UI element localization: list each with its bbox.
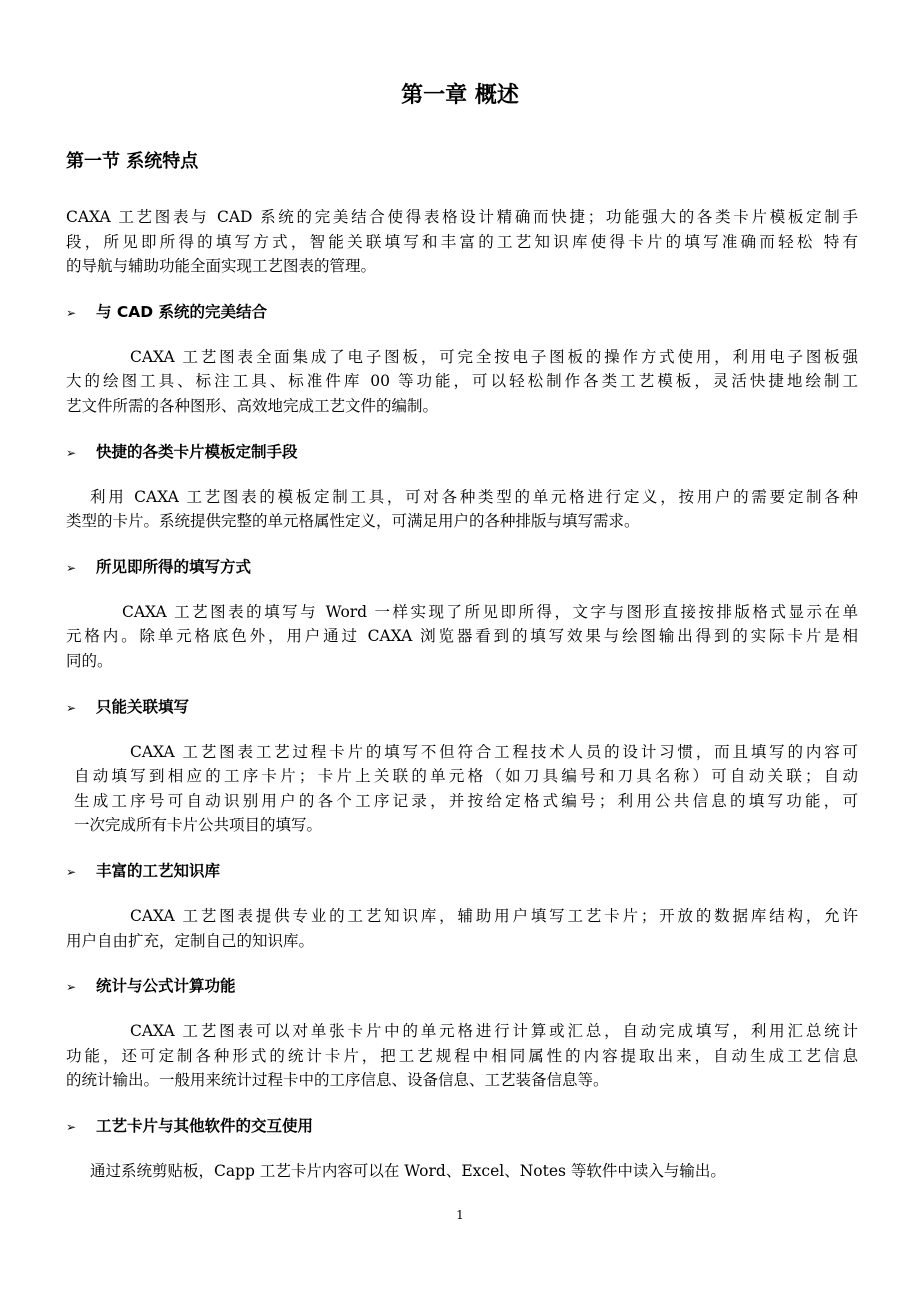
paragraph-line: 的统计输出。一般用来统计过程卡中的工序信息、设备信息、工艺装备信息等。 bbox=[66, 1071, 609, 1090]
paragraph-line: 通过系统剪贴板，Capp 工艺卡片内容可以在 Word、Excel、Notes 等软件中读入与输出。 bbox=[90, 1161, 726, 1180]
paragraph-line: 段，所见即所得的填写方式，智能关联填写和丰富的工艺知识库使得卡片的填写准确而轻松 特有 bbox=[66, 232, 858, 251]
paragraph-line: CAXA 工艺图表全面集成了电子图板，可完全按电子图板的操作方式使用，利用电子图板强 bbox=[130, 347, 858, 366]
feature-heading bbox=[66, 440, 858, 465]
feature-heading-text: 快捷的各类卡片模板定制手段 bbox=[96, 442, 298, 461]
paragraph-line: 艺文件所需的各种图形、高效地完成工艺文件的编制。 bbox=[66, 396, 439, 415]
arrow-bullet-icon: ➢ bbox=[66, 1119, 77, 1134]
paragraph bbox=[66, 740, 858, 838]
paragraph-line: 同的。 bbox=[66, 651, 113, 670]
paragraph-line: CAXA 工艺图表可以对单张卡片中的单元格进行计算或汇总，自动完成填写，利用汇总统计 bbox=[130, 1022, 858, 1041]
arrow-bullet-icon: ➢ bbox=[66, 864, 77, 879]
paragraph bbox=[66, 1159, 858, 1184]
paragraph-line: 功能，还可定制各种形式的统计卡片，把工艺规程中相同属性的内容提取出来，自动生成工艺信息 bbox=[66, 1046, 858, 1065]
paragraph-line: CAXA 工艺图表工艺过程卡片的填写不但符合工程技术人员的设计习惯，而且填写的内容可 bbox=[130, 742, 858, 761]
paragraph bbox=[66, 345, 858, 419]
feature-heading bbox=[66, 974, 858, 999]
paragraph-line: CAXA 工艺图表与 CAD 系统的完美结合使得表格设计精确而快捷；功能强大的各类卡片模板定制手 bbox=[66, 208, 858, 226]
arrow-bullet-icon: ➢ bbox=[66, 700, 77, 715]
arrow-bullet-icon: ➢ bbox=[66, 445, 77, 460]
arrow-bullet-icon: ➢ bbox=[66, 560, 77, 575]
paragraph-line: CAXA 工艺图表的填写与 Word 一样实现了所见即所得，文字与图形直接按排版格式显示在单 bbox=[122, 602, 858, 621]
section-title: 第一节 系统特点 bbox=[66, 151, 199, 172]
paragraph-line: 类型的卡片。系统提供完整的单元格属性定义，可满足用户的各种排版与填写需求。 bbox=[66, 512, 640, 531]
paragraph bbox=[66, 1019, 858, 1093]
paragraph-line: 用户自由扩充，定制自己的知识库。 bbox=[66, 931, 315, 950]
paragraph-line: 利用 CAXA 工艺图表的模板定制工具，可对各种类型的单元格进行定义，按用户的需要定制各种 bbox=[90, 487, 858, 506]
feature-heading-text: 只能关联填写 bbox=[96, 697, 190, 716]
feature-heading bbox=[66, 1114, 858, 1139]
feature-heading-text: 所见即所得的填写方式 bbox=[96, 557, 252, 576]
feature-heading-text: 丰富的工艺知识库 bbox=[96, 861, 221, 880]
paragraph bbox=[66, 600, 858, 674]
feature-heading bbox=[66, 555, 858, 580]
feature-heading-text: 工艺卡片与其他软件的交互使用 bbox=[96, 1116, 314, 1135]
paragraph-line: 元格内。除单元格底色外，用户通过 CAXA 浏览器看到的填写效果与绘图输出得到的实际卡片是相 bbox=[66, 627, 858, 646]
document-body bbox=[66, 205, 858, 1204]
paragraph-line: 自动填写到相应的工序卡片；卡片上关联的单元格（如刀具编号和刀具名称）可自动关联；自动 bbox=[74, 767, 858, 786]
chapter-title: 第一章 概述 bbox=[401, 83, 519, 108]
feature-heading bbox=[66, 300, 858, 325]
page-number: 1 bbox=[456, 1208, 464, 1222]
paragraph-line: 一次完成所有卡片公共项目的填写。 bbox=[74, 816, 323, 835]
feature-heading-text: 统计与公式计算功能 bbox=[96, 977, 236, 996]
feature-heading bbox=[66, 695, 858, 720]
paragraph-line: CAXA 工艺图表提供专业的工艺知识库，辅助用户填写工艺卡片；开放的数据库结构，允许 bbox=[130, 906, 858, 925]
feature-heading-text: 与 CAD 系统的完美结合 bbox=[96, 302, 268, 321]
arrow-bullet-icon: ➢ bbox=[66, 980, 77, 995]
arrow-bullet-icon: ➢ bbox=[66, 305, 77, 320]
paragraph bbox=[66, 205, 858, 279]
paragraph bbox=[66, 904, 858, 953]
paragraph-line: 生成工序号可自动识别用户的各个工序记录，并按给定格式编号；利用公共信息的填写功能，可 bbox=[74, 791, 858, 810]
paragraph-line: 大的绘图工具、标注工具、标准件库 00 等功能，可以轻松制作各类工艺模板，灵活快捷地绘制工 bbox=[66, 372, 858, 391]
paragraph-line: 的导航与辅助功能全面实现工艺图表的管理。 bbox=[66, 257, 377, 276]
paragraph bbox=[66, 485, 858, 534]
feature-heading bbox=[66, 859, 858, 884]
